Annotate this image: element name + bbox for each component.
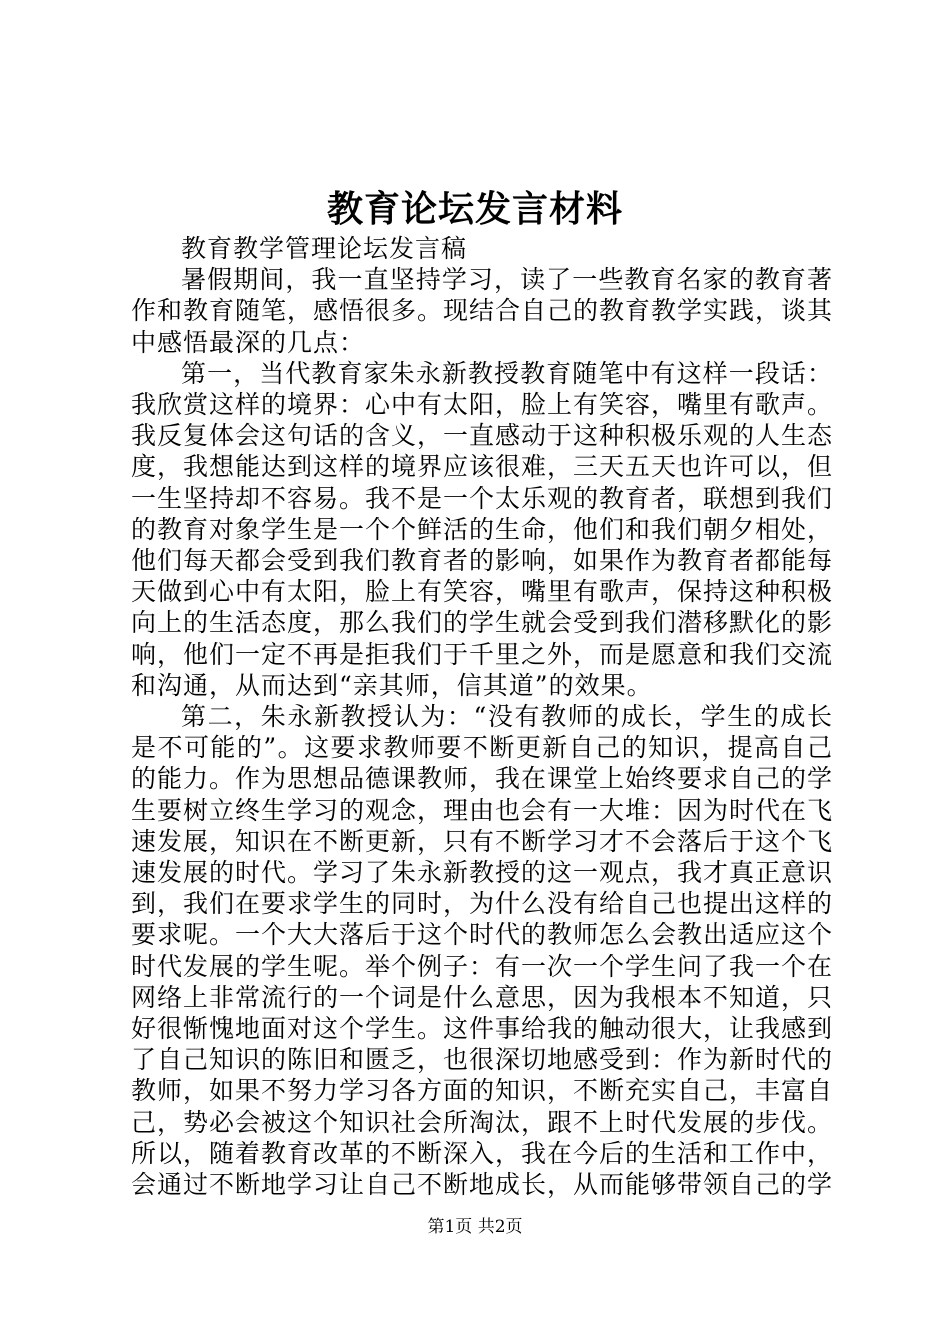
page-footer: 第1页 共2页 (427, 1217, 523, 1237)
point-one-paragraph: 第一，当代教育家朱永新教授教育随笔中有这样一段话：我欣赏这样的境界：心中有太阳，脸上有笑容，嘴里有歌声。我反复体会这句话的含义，一直感动于这种积极乐观的人生态度，我想能达到这样的境界应该很难，三天五天也许可以，但一生坚持却不容易。我不是一个太乐观的教育者，联想到我们的教育对象学生是一个个鲜活的生命，他们和我们朝夕相处，他们每天都会受到我们教育者的影响，如果作为教育者都能每天做到心中有太阳，脸上有笑容，嘴里有歌声，保持这种积极向上的生活态度，那么我们的学生就会受到我们潜移默化的影响，他们一定不再是拒我们于千里之外，而是愿意和我们交流和沟通，从而达到“亲其师，信其道”的效果。 (131, 358, 834, 700)
document-title: 教育论坛发言材料 (326, 188, 623, 230)
document-body (131, 233, 833, 1200)
intro-paragraph: 暑假期间，我一直坚持学习，读了一些教育名家的教育著作和教育随笔，感悟很多。现结合自己的教育教学实践，谈其中感悟最深的几点： (131, 265, 834, 357)
subtitle-paragraph: 教育教学管理论坛发言稿 (181, 234, 468, 263)
point-two-paragraph: 第二，朱永新教授认为：“没有教师的成长，学生的成长是不可能的”。这要求教师要不断更新自己的知识，提高自己的能力。作为思想品德课教师，我在课堂上始终要求自己的学生要树立终生学习的观念，理由也会有一大堆：因为时代在飞速发展，知识在不断更新，只有不断学习才不会落后于这个飞速发展的时代。学习了朱永新教授的这一观点，我才真正意识到，我们在要求学生的同时，为什么没有给自己也提出这样的要求呢。一个大大落后于这个时代的教师怎么会教出适应这个时代发展的学生呢。举个例子：有一次一个学生问了我一个在网络上非常流行的一个词是什么意思，因为我根本不知道，只好很惭愧地面对这个学生。这件事给我的触动很大，让我感到了自己知识的陈旧和匮乏，也很深切地感受到：作为新时代的教师，如果不努力学习各方面的知识，不断充实自己，丰富自己，势必会被这个知识社会所淘汰，跟不上时代发展的步伐。所以，随着教育改革的不断深入，我在今后的生活和工作中，会通过不断地学习让自己不断地成长，从而能够带领自己的学 (131, 702, 834, 1200)
